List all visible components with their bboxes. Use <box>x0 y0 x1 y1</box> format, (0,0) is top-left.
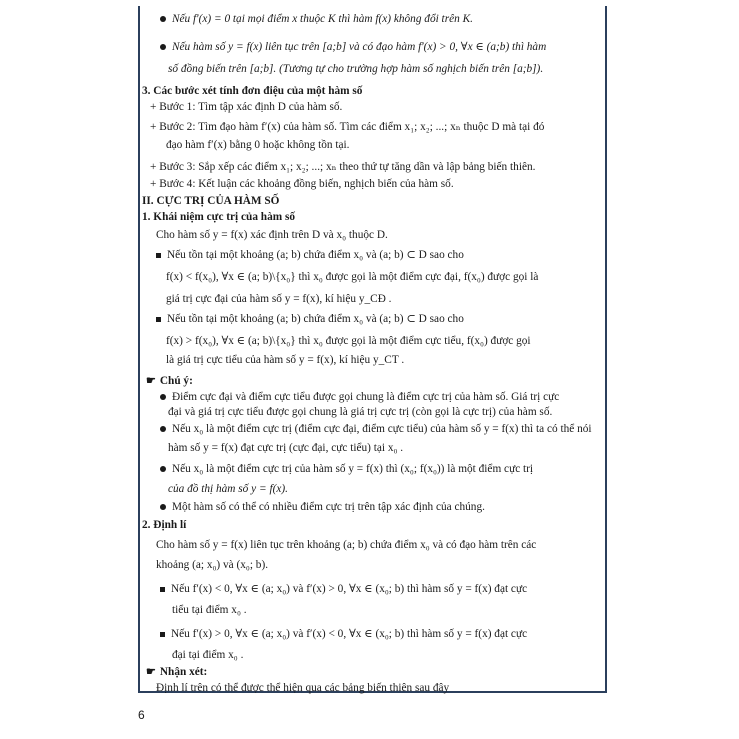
text-line <box>168 441 403 455</box>
text-line <box>156 312 464 326</box>
text-line-content: Cho hàm số y = f(x) xác định trên D và x₀ thuộc D. <box>156 229 388 241</box>
text-line-content: Nếu x₀ là một điểm cực trị của hàm số y = f(x) thì (x₀; f(x₀)) là một điểm cực trị <box>172 463 534 475</box>
text-line-content: đạo hàm f′(x) bằng 0 hoặc không tồn tại. <box>166 139 350 151</box>
text-line <box>160 12 473 26</box>
text-line <box>156 228 388 242</box>
text-line-content: đại và giá trị cực tiểu được gọi chung là giá trị cực trị (còn gọi là cực trị) của hàm số. <box>168 406 553 418</box>
text-line-content: giá trị cực đại của hàm số y = f(x), kí hiệu y_CĐ . <box>166 293 392 305</box>
text-line-content: + Bước 2: Tìm đạo hàm f′(x) của hàm số. Tìm các điểm x₁; x₂; ...; xₙ thuộc D mà tại đó <box>150 121 545 133</box>
text-line <box>166 138 350 152</box>
bullet-icon <box>160 466 166 472</box>
text-line <box>156 248 464 262</box>
bullet-icon <box>160 504 166 510</box>
text-line-content: + Bước 1: Tìm tập xác định D của hàm số. <box>150 101 343 113</box>
text-line-content: f(x) > f(x₀), ∀x ∈ (a; b)\{x₀} thì x₀ được gọi là một điểm cực tiểu, f(x₀) được gọi <box>166 335 531 347</box>
text-line <box>146 665 207 679</box>
text-line-content: số đồng biến trên [a;b]. (Tương tự cho trường hợp hàm số nghịch biến trên [a;b]). <box>168 63 544 75</box>
bullet-icon <box>160 426 166 432</box>
page-number: 6 <box>138 708 145 722</box>
text-line <box>166 292 392 306</box>
text-line-content: 1. Khái niệm cực trị của hàm số <box>142 211 295 223</box>
bullet-icon <box>160 394 166 400</box>
text-line-content: II. CỰC TRỊ CỦA HÀM SỐ <box>142 195 280 207</box>
text-line-content: là giá trị cực tiểu của hàm số y = f(x), kí hiệu y_CT . <box>166 354 405 366</box>
text-line <box>156 558 268 572</box>
text-line-content: 3. Các bước xét tính đơn điệu của một hàm số <box>142 85 363 97</box>
text-line <box>168 62 543 76</box>
text-line-content: Cho hàm số y = f(x) liên tục trên khoảng (a; b) chứa điểm x₀ và có đạo hàm trên các <box>156 539 537 551</box>
text-line <box>156 538 536 552</box>
text-line <box>160 422 592 436</box>
text-line-content: Nếu tồn tại một khoảng (a; b) chứa điểm x₀ và (a; b) ⊂ D sao cho <box>167 313 464 325</box>
text-line-content: Nhận xét: <box>159 666 208 678</box>
square-bullet-icon <box>160 587 165 592</box>
text-line <box>150 120 544 134</box>
text-line-content: Chú ý: <box>159 375 193 387</box>
text-line-content: + Bước 3: Sắp xếp các điểm x₁; x₂; ...; xₙ theo thứ tự tăng dần và lập bảng biến thiên. <box>150 161 536 173</box>
text-line-content: Nếu tồn tại một khoảng (a; b) chứa điểm x₀ và (a; b) ⊂ D sao cho <box>167 249 464 261</box>
pointing-hand-icon: ☛ <box>146 375 156 387</box>
text-line <box>142 210 295 224</box>
text-line-content: Một hàm số có thể có nhiều điểm cực trị trên tập xác định của chúng. <box>172 501 485 513</box>
text-line-content: 2. Định lí <box>142 519 187 531</box>
text-line-content: Nếu hàm số y = f(x) liên tục trên [a;b] và có đạo hàm f′(x) > 0, ∀x ∈ (a;b) thì hàm <box>172 41 547 53</box>
text-line <box>166 270 538 284</box>
square-bullet-icon <box>156 317 161 322</box>
text-line-content: Nếu f′(x) < 0, ∀x ∈ (a; x₀) và f′(x) > 0, ∀x ∈ (x₀; b) thì hàm số y = f(x) đạt cực <box>171 583 528 595</box>
bullet-icon <box>160 44 166 50</box>
text-line <box>160 40 546 54</box>
text-line <box>172 648 243 662</box>
text-line <box>172 603 247 617</box>
text-line-content: Nếu f′(x) = 0 tại mọi điểm x thuộc K thì hàm f(x) không đổi trên K. <box>172 13 473 25</box>
text-line <box>160 627 527 641</box>
text-line <box>156 681 449 695</box>
text-line <box>150 160 535 174</box>
text-line <box>160 500 485 514</box>
text-line-content: + Bước 4: Kết luận các khoảng đồng biến, nghịch biến của hàm số. <box>150 178 454 190</box>
square-bullet-icon <box>160 632 165 637</box>
text-line-content: f(x) < f(x₀), ∀x ∈ (a; b)\{x₀} thì x₀ được gọi là một điểm cực đại, f(x₀) được gọi là <box>166 271 539 283</box>
text-line <box>160 462 533 476</box>
text-line <box>166 353 404 367</box>
text-line <box>160 390 559 404</box>
text-line <box>168 482 288 496</box>
square-bullet-icon <box>156 253 161 258</box>
pointing-hand-icon: ☛ <box>146 666 156 678</box>
text-line-content: tiểu tại điểm x₀ . <box>172 604 247 616</box>
text-line-content: Nếu f′(x) > 0, ∀x ∈ (a; x₀) và f′(x) < 0, ∀x ∈ (x₀; b) thì hàm số y = f(x) đạt cực <box>171 628 528 640</box>
text-line-content: của đồ thị hàm số y = f(x). <box>168 483 288 495</box>
text-line-content: khoảng (a; x₀) và (x₀; b). <box>156 559 269 571</box>
text-line-content: Định lí trên có thể được thể hiện qua các bảng biến thiên sau đây <box>156 682 450 694</box>
text-line <box>166 334 531 348</box>
text-line <box>142 518 186 532</box>
text-line <box>142 84 362 98</box>
text-line <box>150 100 342 114</box>
text-line <box>142 194 279 208</box>
bullet-icon <box>160 16 166 22</box>
text-line-content: Nếu x₀ là một điểm cực trị (điểm cực đại, điểm cực tiểu) của hàm số y = f(x) thì ta có thể nói <box>172 423 592 435</box>
text-line-content: hàm số y = f(x) đạt cực trị (cực đại, cực tiểu) tại x₀ . <box>168 442 404 454</box>
text-line <box>160 582 527 596</box>
text-line <box>146 374 193 388</box>
text-line <box>150 177 454 191</box>
text-line-content: đại tại điểm x₀ . <box>172 649 244 661</box>
text-line <box>168 405 552 419</box>
text-line-content: Điểm cực đại và điểm cực tiểu được gọi chung là điểm cực trị của hàm số. Giá trị cực <box>172 391 560 403</box>
